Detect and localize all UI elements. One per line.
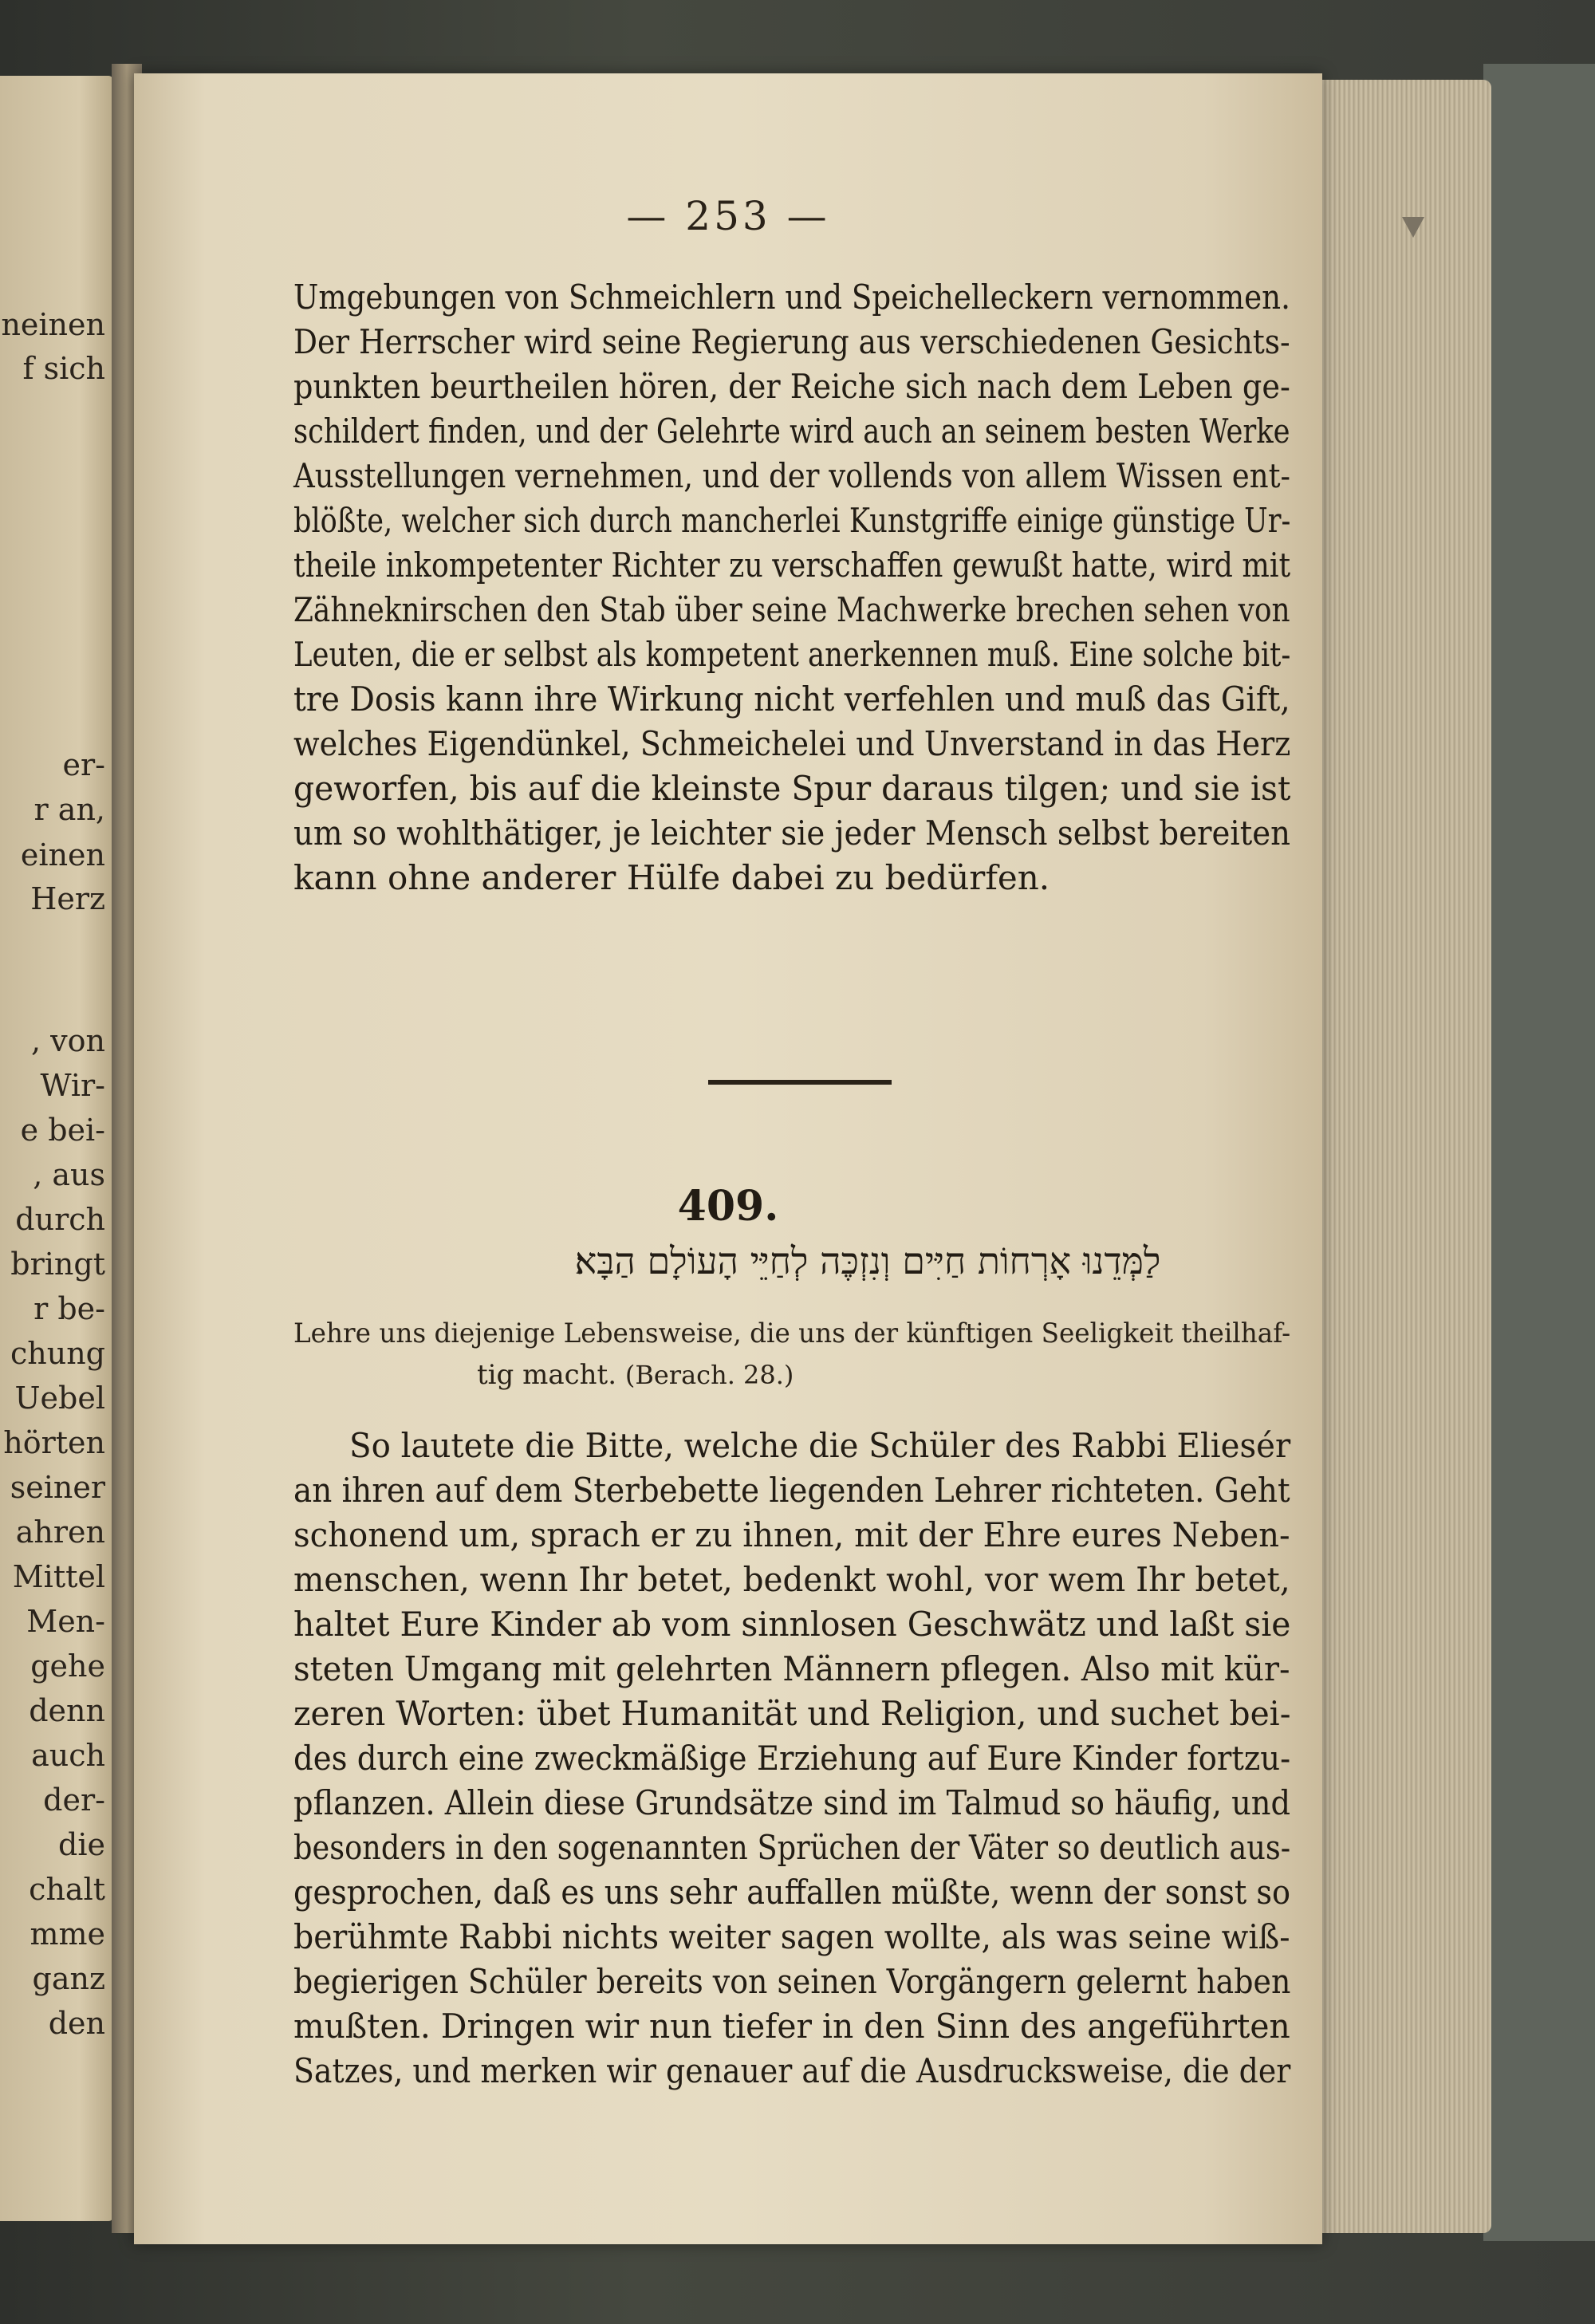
- translation-line: Lehre uns diejenige Lebensweise, die uns der künftigen Seeligkeit theilhaf-: [293, 1318, 1291, 1349]
- prev-page-line: neinen: [1, 307, 105, 342]
- prev-page-line: die: [58, 1827, 105, 1862]
- prev-page-line: gehe: [30, 1648, 105, 1684]
- section-divider: [708, 1080, 892, 1085]
- prev-page-line: hörten: [3, 1425, 105, 1460]
- prev-page-line: einen: [20, 837, 105, 872]
- text-line: steten Umgang mit gelehrten Männern pflegen. Also mit kür-: [293, 1649, 1290, 1688]
- text-line: des durch eine zweckmäßige Erziehung auf Eure Kinder fortzu-: [293, 1739, 1291, 1778]
- prev-page-line: Men-: [26, 1604, 105, 1639]
- prev-page-line: seiner: [10, 1470, 105, 1505]
- hebrew-quote: לַמְּדֵנוּ אָרְחוֹת חַיִּים וְנִזְכֶּה לְחַיֵּי הָעוֹלָם הַבָּא׃: [574, 1239, 1161, 1282]
- text-line: welches Eigendünkel, Schmeichelei und Unverstand in das Herz: [293, 724, 1291, 763]
- text-line: haltet Eure Kinder ab vom sinnlosen Geschwätz und laßt sie: [293, 1605, 1291, 1644]
- text-line: Der Herrscher wird seine Regierung aus verschiedenen Gesichts-: [293, 322, 1290, 361]
- prev-page-line: f sich: [22, 351, 105, 386]
- prev-page-line: Herz: [30, 881, 105, 916]
- section-number: 409.: [677, 1182, 779, 1231]
- text-line: Leuten, die er selbst als kompetent anerkennen muß. Eine solche bit-: [293, 635, 1291, 674]
- text-line: an ihren auf dem Sterbebette liegenden Lehrer richteten. Geht: [293, 1471, 1290, 1510]
- prev-page-line: r be-: [33, 1291, 105, 1326]
- prev-page-line: , von: [31, 1023, 105, 1058]
- text-line: pflanzen. Allein diese Grundsätze sind im Talmud so häufig, und: [293, 1783, 1291, 1822]
- text-line: menschen, wenn Ihr betet, bedenkt wohl, vor wem Ihr betet,: [293, 1560, 1290, 1599]
- text-line: tre Dosis kann ihre Wirkung nicht verfehlen und muß das Gift,: [293, 679, 1290, 719]
- source-reference: (Berach. 28.): [624, 1360, 794, 1390]
- prev-page-line: Mittel: [12, 1559, 105, 1594]
- text-line: besonders in den sogenannten Sprüchen der Väter so deutlich aus-: [293, 1828, 1291, 1867]
- prev-page-line: den: [48, 2006, 105, 2041]
- previous-page-strip: [0, 76, 113, 2221]
- text-line: Satzes, und merken wir genauer auf die Ausdrucksweise, die der: [293, 2051, 1291, 2090]
- prev-page-line: ahren: [15, 1515, 105, 1550]
- text-line: blößte, welcher sich durch mancherlei Kunstgriffe einige günstige Ur-: [293, 501, 1291, 540]
- text-line: Ausstellungen vernehmen, und der vollends von allem Wissen ent-: [293, 456, 1291, 495]
- book-page: [134, 73, 1322, 2244]
- prev-page-line: Wir-: [40, 1068, 105, 1103]
- prev-page-line: er-: [62, 747, 105, 782]
- corner-tick-mark: [1402, 217, 1424, 238]
- prev-page-line: chung: [10, 1336, 105, 1371]
- text-line: gesprochen, daß es uns sehr auffallen müßte, wenn der sonst so: [293, 1873, 1291, 1912]
- translation-line-2: [477, 1359, 794, 1391]
- translation-text: tig macht.: [477, 1359, 617, 1391]
- text-line: um so wohlthätiger, je leichter sie jeder Mensch selbst bereiten: [293, 813, 1291, 853]
- prev-page-line: chalt: [29, 1872, 105, 1907]
- prev-page-line: der-: [43, 1782, 105, 1818]
- text-line: So lautete die Bitte, welche die Schüler des Rabbi Eliesér: [349, 1426, 1291, 1465]
- text-line: berühmte Rabbi nichts weiter sagen wollte, als was seine wiß-: [293, 1917, 1290, 1956]
- text-line: begierigen Schüler bereits von seinen Vorgängern gelernt haben: [293, 1962, 1291, 2001]
- page-block-edge: [1321, 80, 1491, 2233]
- text-line: schonend um, sprach er zu ihnen, mit der Ehre eures Neben-: [293, 1515, 1290, 1554]
- text-line: punkten beurtheilen hören, der Reiche sich nach dem Leben ge-: [293, 367, 1290, 406]
- prev-page-line: auch: [31, 1738, 105, 1773]
- page-number: — 253 —: [626, 193, 830, 239]
- prev-page-line: mme: [30, 1916, 105, 1952]
- text-line: geworfen, bis auf die kleinste Spur daraus tilgen; und sie ist: [293, 769, 1291, 808]
- text-line: Zähneknirschen den Stab über seine Machwerke brechen sehen von: [293, 590, 1290, 629]
- prev-page-line: , aus: [33, 1157, 105, 1192]
- text-line: mußten. Dringen wir nun tiefer in den Sinn des angeführten: [293, 2007, 1290, 2046]
- book-cover: [1483, 64, 1595, 2241]
- prev-page-line: denn: [29, 1693, 105, 1728]
- text-line: schildert finden, und der Gelehrte wird auch an seinem besten Werke: [293, 412, 1290, 451]
- prev-page-line: ganz: [32, 1961, 105, 1996]
- text-line: theile inkompetenter Richter zu verschaffen gewußt hatte, wird mit: [293, 546, 1291, 585]
- text-line: kann ohne anderer Hülfe dabei zu bedürfen.: [293, 858, 1050, 897]
- prev-page-line: durch: [15, 1202, 105, 1237]
- prev-page-line: Uebel: [14, 1381, 105, 1416]
- text-line: zeren Worten: übet Humanität und Religion, und suchet bei-: [293, 1694, 1291, 1733]
- prev-page-line: r an,: [33, 792, 105, 827]
- prev-page-line: bringt: [10, 1247, 105, 1282]
- prev-page-line: e bei-: [20, 1113, 105, 1148]
- text-line: Umgebungen von Schmeichlern und Speichelleckern vernommen.: [293, 278, 1290, 317]
